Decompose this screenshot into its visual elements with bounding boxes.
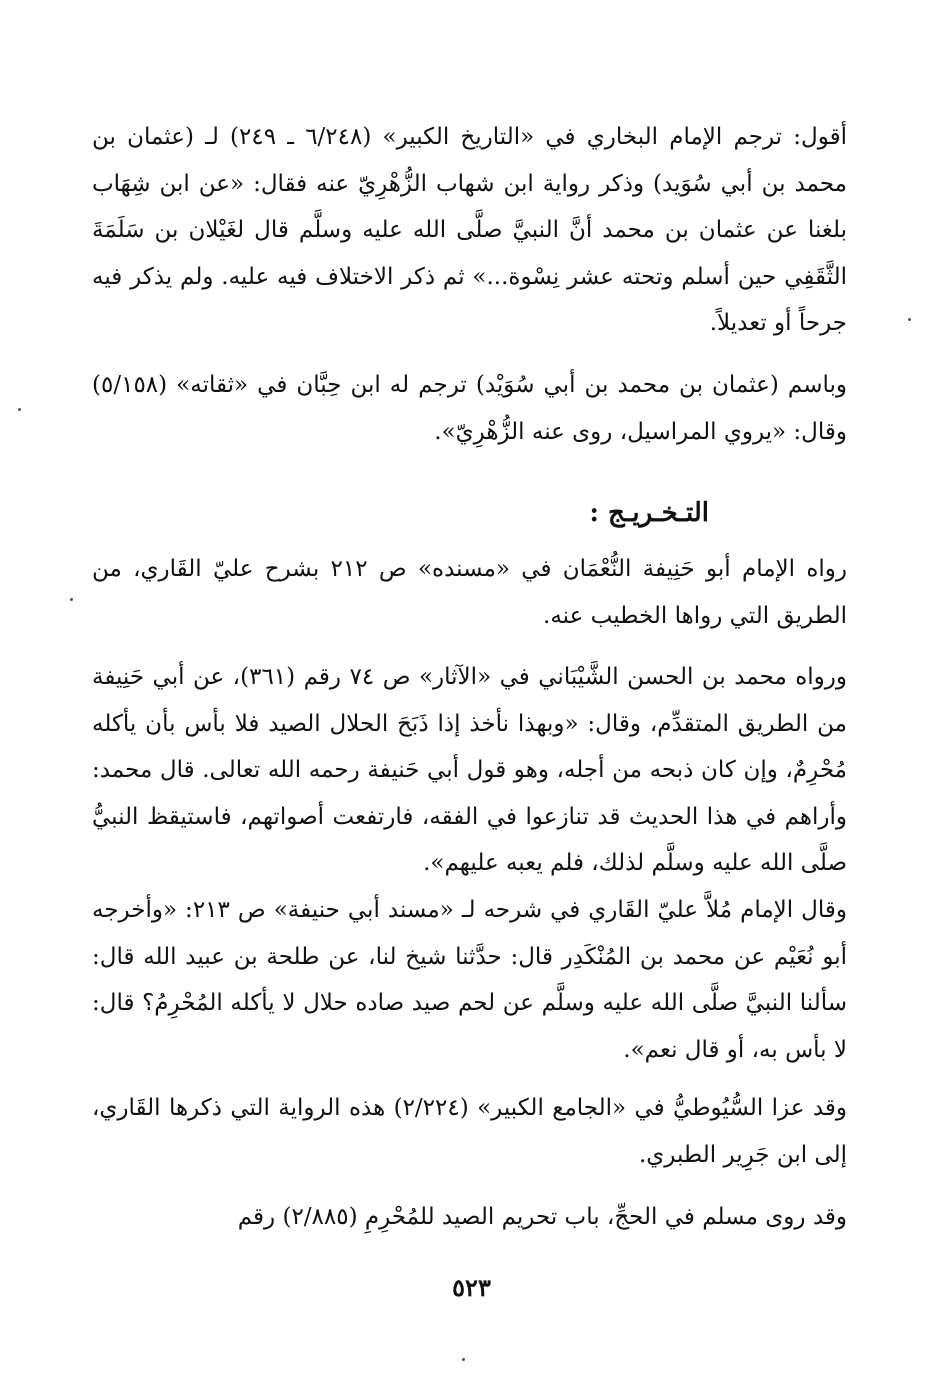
paragraph-text: أقول: ترجم الإمام البخاري في «التاريخ الكبير» (٦/٢٤٨ ـ ٢٤٩) لـ (عثمان بن محمد بن أبي سُوَيد) وذكر رواية ابن شهاب الزُّهْرِيّ عنه فقال: «عن ابن شِهَاب بلغنا عن عثمان بن محمد أنَّ النبيَّ صلَّى الله عليه وسلَّم قال لغَيْلان بن سَلَمَةَ الثَّقَفِي حين أسلم وتحته عشر نِسْوة...» ثم ذكر الاختلاف فيه عليه. ولم يذكر فيه جرحاً أو تعديلاً.: [92, 124, 847, 336]
scan-speck: [18, 408, 21, 411]
paragraph-text: وقال الإمام مُلاَّ عليّ القَاري في شرحه لـ «مسند أبي حنيفة» ص ٢١٣: «وأخرجه أبو نُعَيْم عن محمد بن المُنْكَدِر قال: حدَّثنا شيخ لنا، عن طلحة بن عبيد الله قال: سألنا النبيَّ صلَّى الله عليه وسلَّم عن لحم صيد صاده حلال لا يأكله المُحْرِمُ؟ قال: لا بأس به، أو قال نعم».: [92, 897, 847, 1063]
paragraph: [92, 1194, 847, 1241]
section-heading: التـخـريـج :: [589, 498, 709, 528]
paragraph: [92, 114, 847, 347]
paragraph-text: وقد عزا السُّيُوطيُّ في «الجامع الكبير» (٢/٢٢٤) هذه الرواية التي ذكرها القَاري، إلى ابن جَرِير الطبري.: [92, 1095, 847, 1168]
paragraph-text: وقد روى مسلم في الحجِّ، باب تحريم الصيد للمُحْرِمِ (٢/٨٨٥) رقم: [237, 1204, 847, 1230]
paragraph: [92, 362, 847, 455]
paragraph-text: رواه الإمام أبو حَنِيفة النُّعْمَان في «مسنده» ص ٢١٢ بشرح عليّ القَاري، من الطريق التي رواها الخطيب عنه.: [92, 556, 847, 629]
scan-speck: [908, 318, 911, 321]
page-number: ٥٢٣: [452, 1273, 491, 1302]
paragraph: [92, 546, 847, 639]
paragraph: [92, 654, 847, 887]
paragraph: [92, 1085, 847, 1178]
paragraph: [92, 887, 847, 1073]
scan-speck: [462, 1358, 465, 1361]
paragraph-text: ورواه محمد بن الحسن الشَّيْبَاني في «الآثار» ص ٧٤ رقم (٣٦١)، عن أبي حَنِيفة من الطريق المتقدِّم، وقال: «وبهذا نأخذ إذا ذَبَحَ الحلال الصيد فلا بأس بأن يأكله مُحْرِمٌ، وإن كان ذبحه من أجله، وهو قول أبي حَنيفة رحمه الله تعالى. قال محمد: وأراهم في هذا الحديث قد تنازعوا في الفقه، فارتفعت أصواتهم، فاستيقظ النبيُّ صلَّى الله عليه وسلَّم لذلك، فلم يعبه عليهم».: [92, 664, 848, 876]
paragraph-text: وباسم (عثمان بن محمد بن أبي سُوَيْد) ترجم له ابن حِبَّان في «ثقاته» (٥/١٥٨) وقال: «يروي المراسيل، روى عنه الزُّهْرِيّ».: [92, 372, 847, 445]
scan-speck: [70, 598, 73, 601]
